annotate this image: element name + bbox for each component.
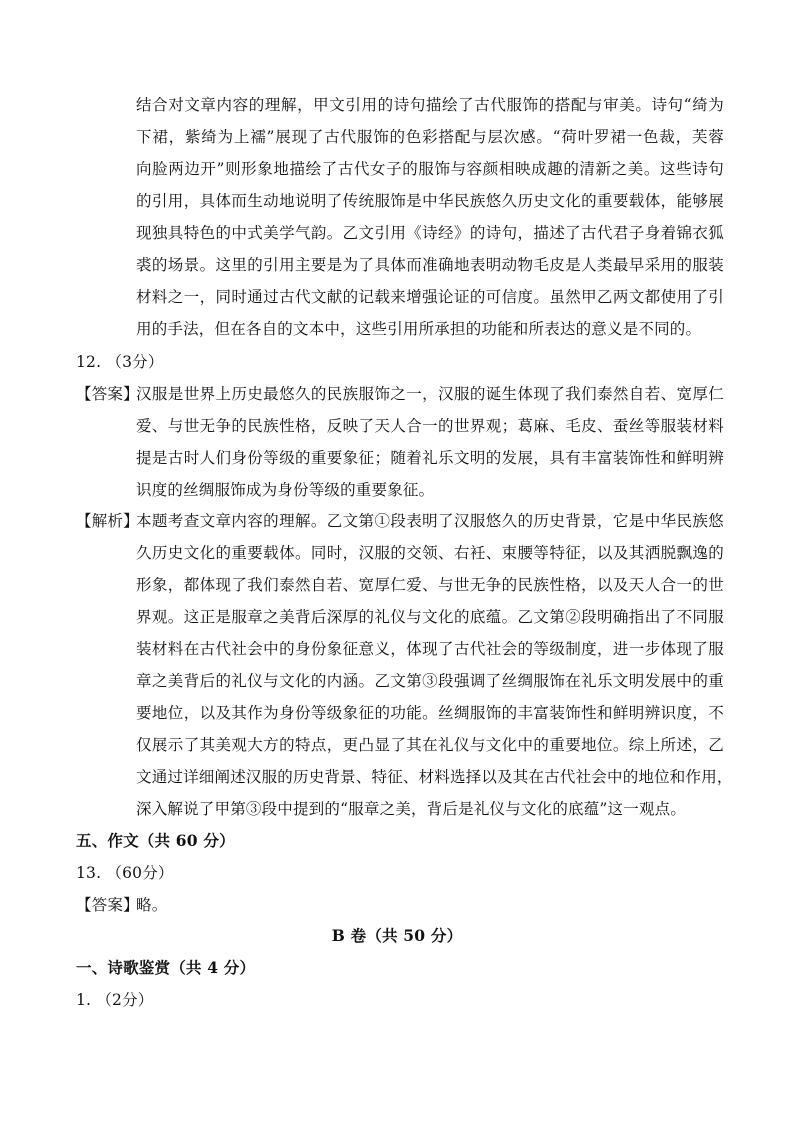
- q12-analysis-line: 本题考查文章内容的理解。乙文第①段表明了汉服悠久的历史背景，它是中华民族悠: [136, 512, 724, 530]
- q12-number: 12. （3分）: [76, 353, 164, 371]
- q1-number: 1. （2分）: [76, 991, 154, 1009]
- q12-answer-line: 汉服是世界上历史最悠久的民族服饰之一，汉服的诞生体现了我们泰然自若、宽厚仁: [136, 385, 724, 403]
- q11-text-line: 的引用，具体而生动地说明了传统服饰是中华民族悠久历史文化的重要载体，能够展: [136, 192, 724, 210]
- section-heading-essay: 五、作文（共 60 分）: [76, 831, 235, 850]
- q12-analysis-line: 装材料在古代社会中的身份象征意义，体现了古代社会的等级制度，进一步体现了服: [136, 640, 724, 658]
- q12-analysis-line: 章之美背后的礼仪与文化的内涵。乙文第③段强调了丝绸服饰在礼乐文明发展中的重: [136, 672, 724, 690]
- q11-text-line: 裘的场景。这里的引用主要是为了具体而准确地表明动物毛皮是人类最早采用的服装: [136, 256, 724, 274]
- section-heading-poetry: 一、诗歌鉴赏（共 4 分）: [76, 958, 256, 977]
- q12-analysis-tag: 【解析】: [76, 512, 139, 530]
- q11-text-line: 材料之一，同时通过古代文献的记载来增强论证的可信度。虽然甲乙两文都使用了引: [136, 288, 724, 306]
- q12-analysis-line: 界观。这正是服章之美背后深厚的礼仪与文化的底蕴。乙文第②段明确指出了不同服: [136, 608, 724, 626]
- q12-answer-line: 提是古时人们身份等级的重要象征；随着礼乐文明的发展，具有丰富装饰性和鲜明辨: [136, 449, 724, 467]
- q11-text-line: 现独具特色的中式美学气韵。乙文引用《诗经》的诗句，描述了古代君子身着锦衣狐: [136, 224, 724, 242]
- q11-text-line: 向脸两边开”则形象地描绘了古代女子的服饰与容颜相映成趣的清新之美。这些诗句: [136, 160, 724, 178]
- q12-answer-line: 识度的丝绸服饰成为身份等级的重要象征。: [136, 481, 435, 499]
- q12-analysis-line: 深入解说了甲第③段中提到的“服章之美，背后是礼仪与文化的底蕴”这一观点。: [136, 800, 687, 818]
- q13-number: 13. （60分）: [76, 864, 174, 882]
- paper-b-title: B 卷（共 50 分）: [331, 926, 463, 945]
- q13-answer-tag: 【答案】: [76, 896, 139, 914]
- q12-answer-tag: 【答案】: [76, 385, 139, 403]
- q13-answer-text: 略。: [136, 896, 168, 914]
- q12-analysis-line: 要地位，以及其作为身份等级象征的功能。丝绸服饰的丰富装饰性和鲜明辨识度，不: [136, 704, 724, 722]
- q12-analysis-line: 久历史文化的重要载体。同时，汉服的交领、右衽、束腰等特征，以及其洒脱飘逸的: [136, 544, 724, 562]
- q12-analysis-line: 形象，都体现了我们泰然自若、宽厚仁爱、与世无争的民族性格，以及天人合一的世: [136, 576, 724, 594]
- q12-analysis-line: 仅展示了其美观大方的特点，更凸显了其在礼仪与文化中的重要地位。综上所述，乙: [136, 736, 724, 754]
- q12-answer-line: 爱、与世无争的民族性格，反映了天人合一的世界观；葛麻、毛皮、蚕丝等服装材料: [136, 417, 724, 435]
- q11-text-line: 用的手法，但在各自的文本中，这些引用所承担的功能和所表达的意义是不同的。: [136, 320, 702, 338]
- q11-text-line: 下裙，紫绮为上襦”展现了古代服饰的色彩搭配与层次感。“荷叶罗裙一色裁，芙蓉: [136, 128, 724, 146]
- q11-text-line: 结合对文章内容的理解，甲文引用的诗句描绘了古代服饰的搭配与审美。诗句“绮为: [136, 96, 724, 114]
- q12-analysis-line: 文通过详细阐述汉服的历史背景、特征、材料选择以及其在古代社会中的地位和作用，: [136, 768, 733, 786]
